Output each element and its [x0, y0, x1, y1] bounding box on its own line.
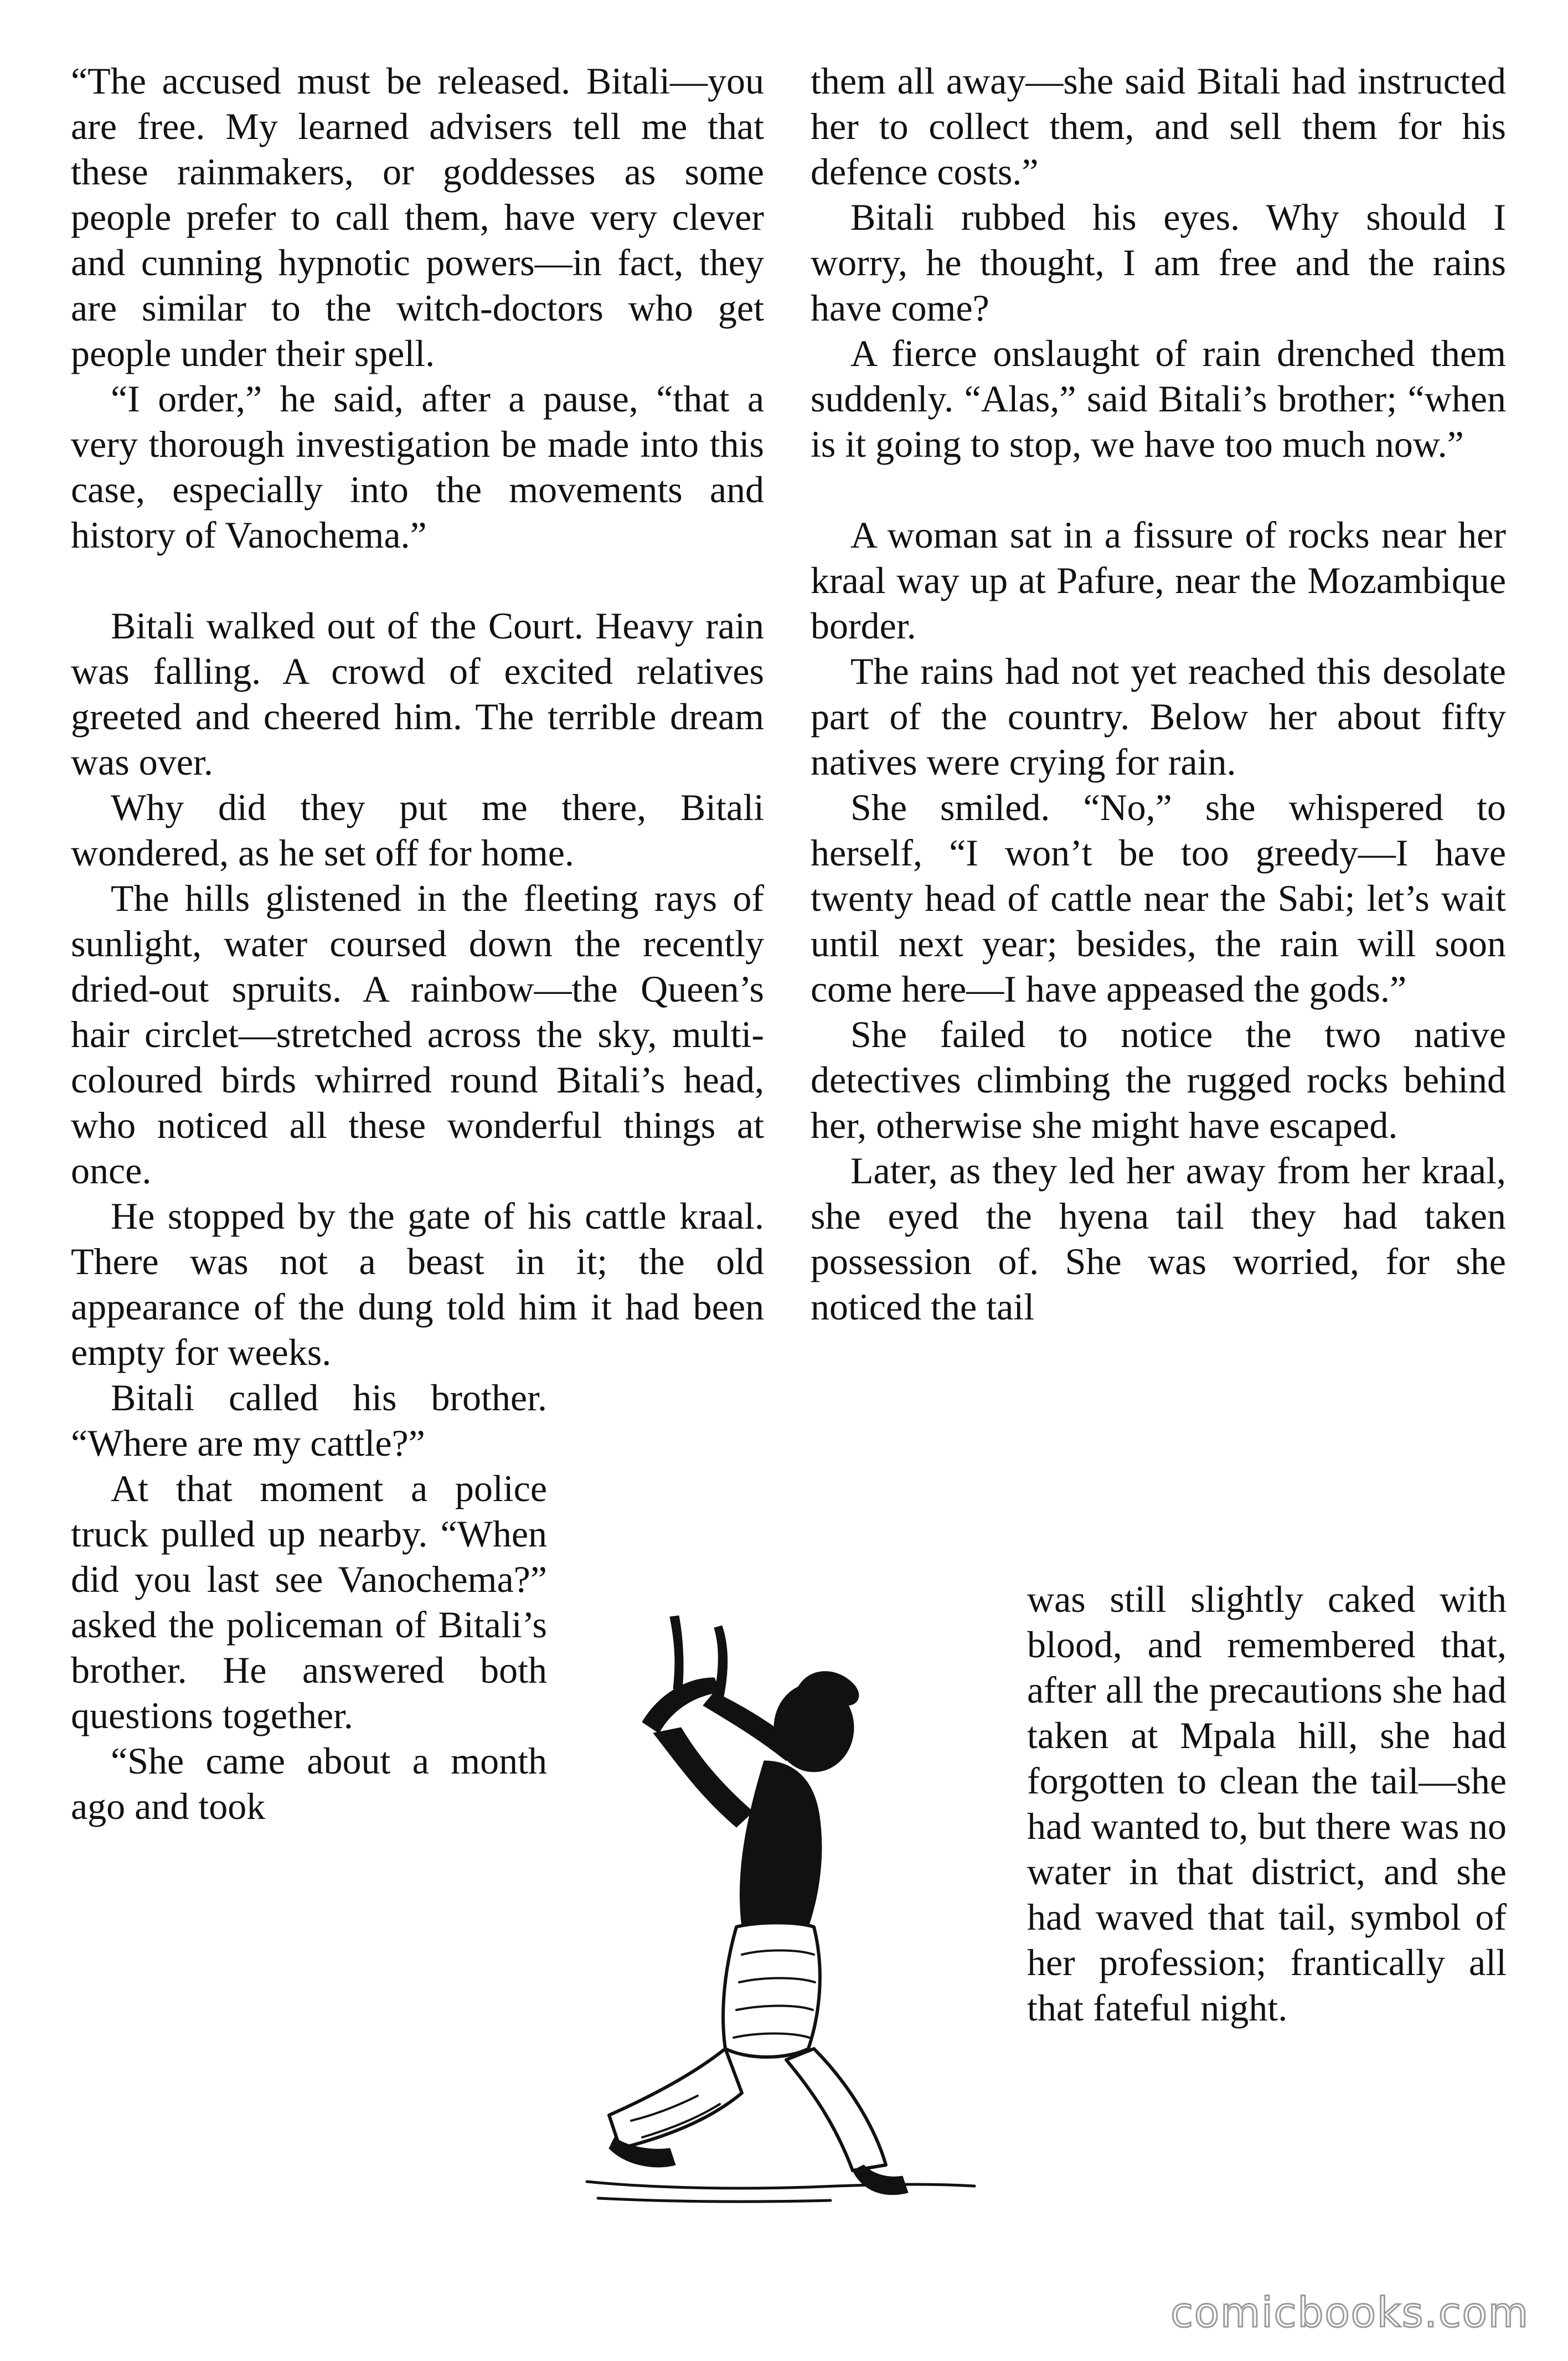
- paragraph: Bitali walked out of the Court. Heavy rain was falling. A crowd of excited relatives greeted and cheered him. The terrible dream was over.: [71, 605, 764, 783]
- right-column: [811, 58, 1506, 1329]
- paragraph: He stopped by the gate of his cattle kraal. There was not a beast in it; the old appearance of the dung told him it had been empty for weeks.: [71, 1195, 764, 1373]
- paragraph: The hills glistened in the fleeting rays of sunlight, water coursed down the recently dried-out spruits. A rainbow—the Queen’s hair circlet—stretched across the sky, multi-coloured birds whirred round Bitali’s head, who noticed all these wonderful things at once.: [71, 877, 764, 1192]
- paragraph: Why did they put me there, Bitali wondered, as he set off for home.: [71, 786, 764, 874]
- paragraph: “The accused must be released. Bitali—you are free. My learned advisers tell me that these rainmakers, or goddesses as some people prefer to call them, have very clever and cunning hypnotic powers—in fact, they are similar to the witch-doctors who get people under their spell.: [71, 60, 764, 374]
- watermark: comicbooks.com: [1170, 2289, 1529, 2337]
- paragraph: She failed to notice the two native detectives climbing the rugged rocks behind her, otherwise she might have escaped.: [811, 1013, 1506, 1146]
- wrapped-paragraph: was still slightly caked with blood, and remembered that, after all the precautions she had taken at Mpala hill, she had forgotten to clean the tail—she had wanted to, but there was no water in that district, and she had waved that tail, symbol of her profession; frantically all that fateful night.: [1027, 1578, 1507, 2029]
- paragraph: Later, as they led her away from her kraal, she eyed the hyena tail they had taken possession of. She was worried, for she noticed the tail: [811, 1149, 1506, 1328]
- paragraph: She smiled. “No,” she whispered to herself, “I won’t be too greedy—I have twenty head of cattle near the Sabi; let’s wait until next year; besides, the rain will soon come here—I have appeased the gods.”: [811, 786, 1506, 1010]
- paragraph: The rains had not yet reached this desolate part of the country. Below her about fifty natives were crying for rain.: [811, 650, 1506, 783]
- paragraph: A fierce onslaught of rain drenched them suddenly. “Alas,” said Bitali’s brother; “when is it going to stop, we have too much now.”: [811, 332, 1506, 465]
- paragraph: Bitali called his brother. “Where are my cattle?”: [71, 1377, 547, 1464]
- left-column: [71, 58, 764, 1829]
- paragraph: At that moment a police truck pulled up nearby. “When did you last see Vanochema?” asked the policeman of Bitali’s brother. He answered both questions together.: [71, 1467, 547, 1736]
- kneeling-woman-illustration: [576, 1595, 997, 2231]
- paragraph: “I order,” he said, after a pause, “that a very thorough investigation be made into this case, especially into the movements and history of Vanochema.”: [71, 378, 764, 556]
- paragraph: “She came about a month ago and took: [71, 1740, 547, 1827]
- paragraph: them all away—she said Bitali had instructed her to collect them, and sell them for his defence costs.”: [811, 60, 1506, 193]
- paragraph: Bitali rubbed his eyes. Why should I worry, he thought, I am free and the rains have come?: [811, 196, 1506, 329]
- narrow-text-block: [71, 1375, 547, 1829]
- paragraph: A woman sat in a fissure of rocks near her kraal way up at Pafure, near the Mozambique border.: [811, 514, 1506, 647]
